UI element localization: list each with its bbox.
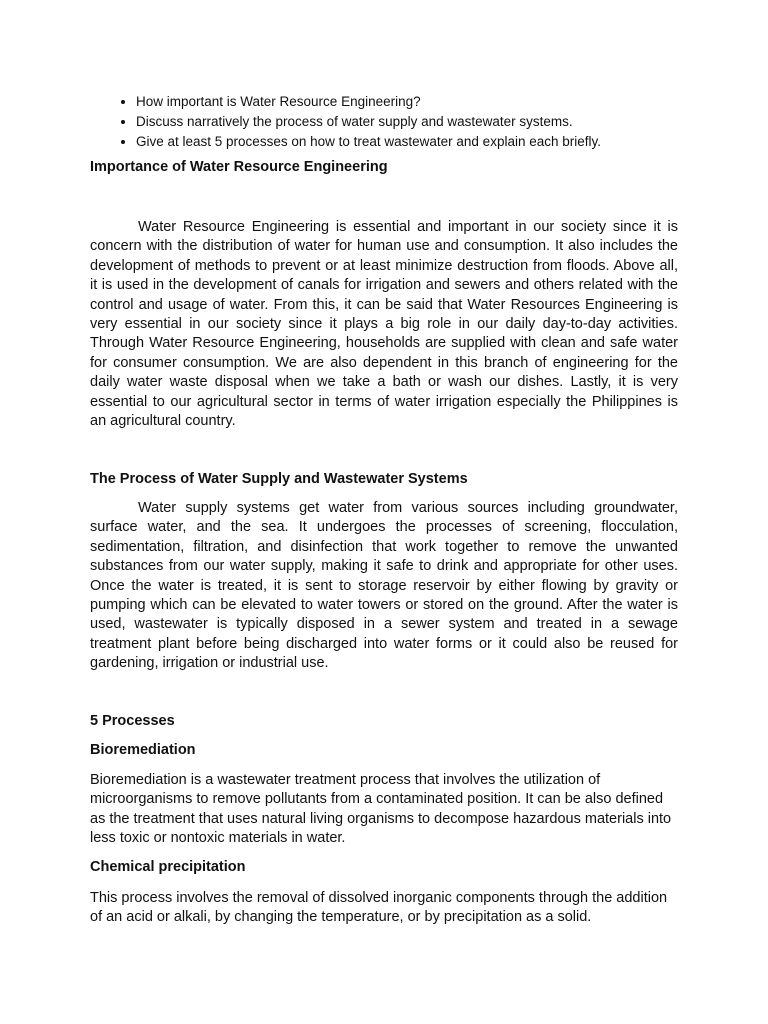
section-heading-importance: Importance of Water Resource Engineering — [90, 159, 388, 175]
question-list — [90, 92, 736, 152]
section-heading-process: The Process of Water Supply and Wastewater Systems — [90, 471, 468, 487]
paragraph-process: Water supply systems get water from various sources including groundwater, surface water, and the sea. It undergoes the processes of screening, flocculation, sedimentation, filtration, and disinfection that work together to remove the unwanted substances from our water supply, making it safe to drink and appropriate for other uses. Once the water is treated, it is sent to storage reservoir by either flowing by gravity or pumping which can be elevated to water towers or stored on the ground. After the water is used, wastewater is typically disposed in a sewer system and treated in a sewage treatment plant before being discharged into water forms or it could also be reused for gardening, irrigation or industrial use. — [90, 500, 678, 672]
question-item: • How important is Water Resource Engineering? — [136, 92, 736, 112]
question-item: • Give at least 5 processes on how to treat wastewater and explain each briefly. — [136, 132, 736, 152]
section-heading-five-processes: 5 Processes — [90, 713, 175, 729]
paragraph-bioremediation: Bioremediation is a wastewater treatment process that involves the utilization of microorganisms to remove pollutants from a contaminated position. It can be also defined as the treatment that uses natural living organisms to decompose hazardous materials into less toxic or nontoxic materials in water. — [90, 772, 672, 847]
subheading-chemical-precipitation: Chemical precipitation — [90, 859, 246, 875]
question-item: • Discuss narratively the process of water supply and wastewater systems. — [136, 112, 736, 132]
subheading-bioremediation: Bioremediation — [90, 742, 196, 758]
paragraph-importance: Water Resource Engineering is essential and important in our society since it is concern with the distribution of water for human use and consumption. It also includes the development of methods to prevent or at least minimize destruction from floods. Above all, it is used in the development of canals for irrigation and sewers and others related with the control and usage of water. From this, it can be said that Water Resources Engineering is very essential in our society since it plays a big role in our daily day-to-day activities. Through Water Resource Engineering, households are supplied with clean and safe water for consumer consumption. We are also dependent in this branch of engineering for the daily water waste disposal when we take a bath or wash our dishes. Lastly, it is very essential to our agricultural sector in terms of water irrigation especially the Philippines is an agricultural country. — [90, 219, 678, 430]
paragraph-chemical-precipitation: This process involves the removal of dissolved inorganic components through the addition of an acid or alkali, by changing the temperature, or by precipitation as a solid. — [90, 890, 668, 926]
